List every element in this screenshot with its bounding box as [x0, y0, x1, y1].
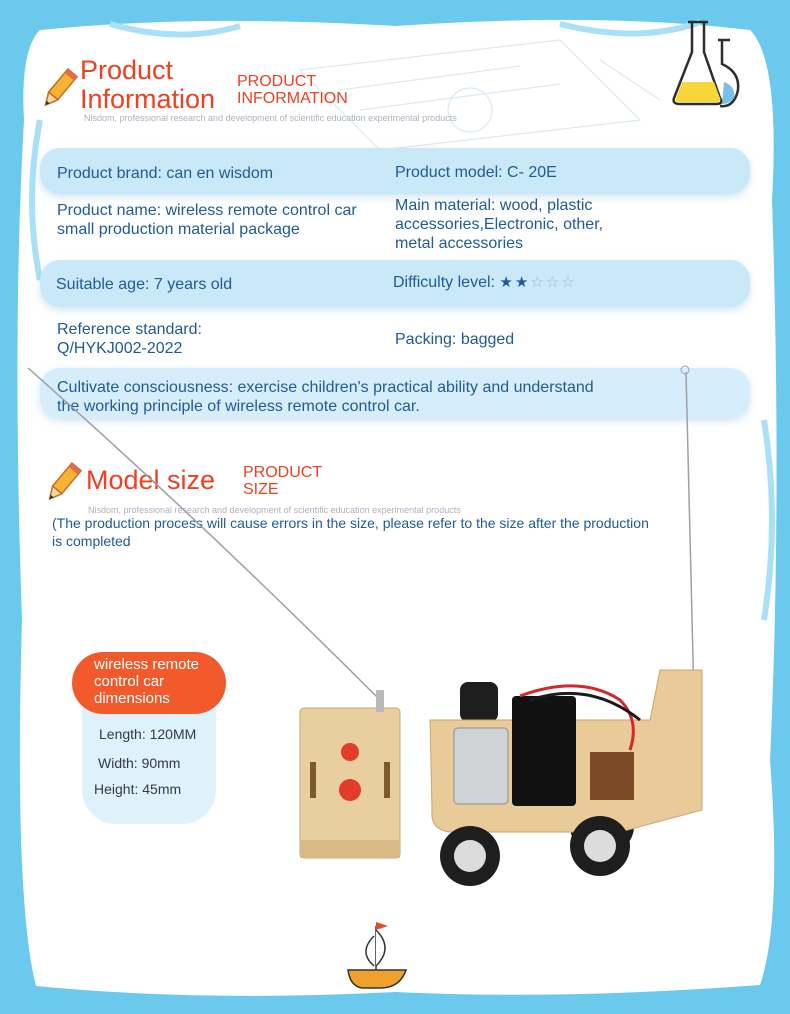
star-icon: ☆ — [530, 274, 546, 291]
remote-control-car-image — [420, 660, 710, 890]
dimensions-badge: wireless remote control car dimensions — [72, 652, 226, 714]
remote-controller-image — [296, 690, 406, 870]
dimension-height: Height: 45mm — [94, 781, 182, 797]
section-title-model-size: Model size — [86, 465, 216, 495]
reference-standard: Reference standard: Q/HYKJ002-2022 — [57, 321, 202, 357]
main-material: Main material: wood, plastic accessories,Electronic, other, metal accessories — [395, 197, 604, 252]
product-brand: Product brand: can en wisdom — [57, 165, 274, 182]
section-subtitle-product-information: PRODUCT INFORMATION — [237, 73, 348, 107]
sailboat-icon — [340, 918, 412, 992]
product-name: Product name: wireless remote control car small production material package — [57, 202, 357, 238]
tagline: Nisdom, professional research and development of scientific education experimental products — [88, 505, 461, 515]
packing: Packing: bagged — [395, 331, 515, 348]
suitable-age: Suitable age: 7 years old — [56, 276, 233, 293]
star-icon: ★ — [499, 274, 515, 291]
dimension-length: Length: 120MM — [99, 726, 197, 742]
star-icon: ☆ — [561, 274, 577, 291]
difficulty-label: Difficulty level: — [393, 274, 495, 291]
size-note: (The production process will cause errors in the size, please refer to the size after the production is completed — [52, 515, 649, 549]
section-title-product-information: Product Information — [80, 55, 216, 114]
star-icon: ★ — [514, 274, 531, 291]
tagline: Nisdom, professional research and development of scientific education experimental products — [84, 113, 457, 123]
product-model: Product model: C- 20E — [395, 164, 557, 181]
cultivate-consciousness: Cultivate consciousness: exercise children's practical ability and understand the working principle of wireless remote control car. — [57, 379, 594, 415]
dimension-width: Width: 90mm — [98, 755, 181, 771]
star-icon: ☆ — [545, 274, 562, 291]
section-subtitle-model-size: PRODUCT SIZE — [243, 464, 322, 498]
